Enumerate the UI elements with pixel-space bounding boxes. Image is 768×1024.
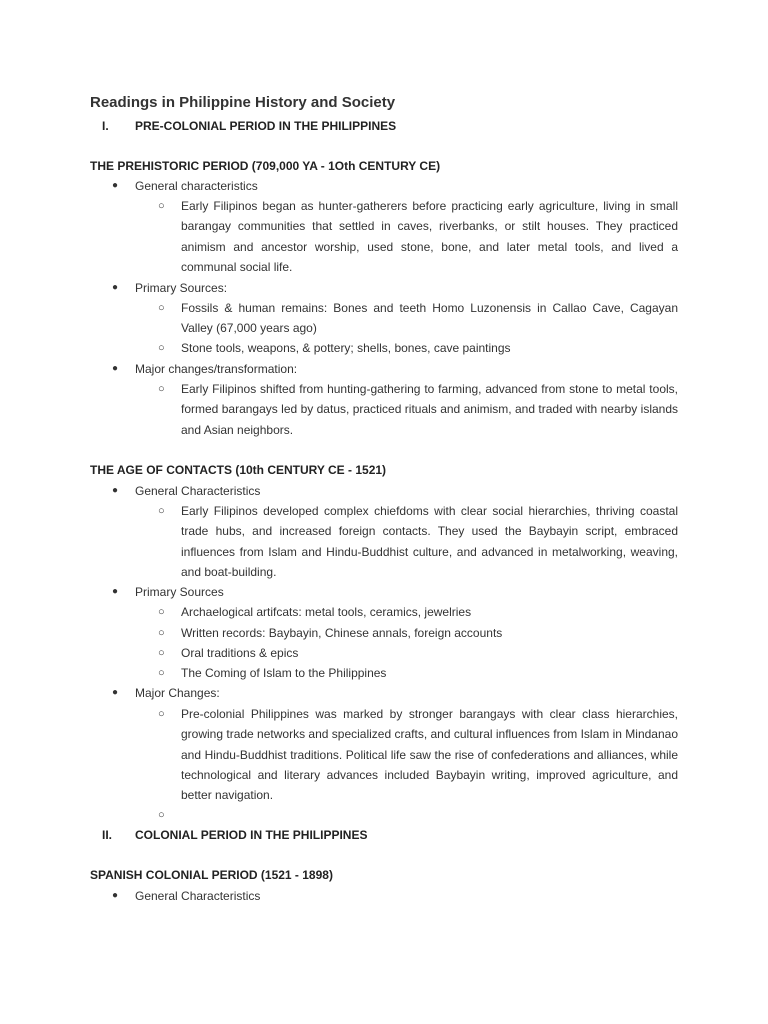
sub-bullet-icon: ○	[158, 809, 165, 821]
bullet-label: Major Changes:	[135, 686, 220, 700]
bullet-label: Major changes/transformation:	[135, 362, 298, 376]
sub-bullet-item	[90, 663, 678, 683]
section-heading-age-of-contacts: THE AGE OF CONTACTS (10th CENTURY CE - 1521)	[90, 463, 387, 477]
bullet-label: General characteristics	[135, 179, 258, 193]
sub-bullet-item	[90, 623, 678, 643]
sub-bullet-item	[90, 196, 678, 277]
bullet-icon: ●	[112, 890, 119, 901]
part-number: I.	[102, 119, 109, 133]
sub-bullet-icon: ○	[158, 647, 165, 659]
sub-bullet-item	[90, 379, 678, 440]
sub-bullet-item	[90, 643, 678, 663]
sub-bullet-text: Early Filipinos shifted from hunting-gathering to farming, advanced from stone to metal tools, formed barangays led by datus, practiced rituals and animism, and traded with nearby islands and Asian neighbors.	[181, 382, 678, 437]
sub-bullet-text: Stone tools, weapons, & pottery; shells, bones, cave paintings	[181, 341, 511, 355]
sub-bullet-item	[90, 704, 678, 805]
bullet-icon: ●	[112, 687, 119, 698]
bullet-label: General Characteristics	[135, 484, 261, 498]
bullet-label: General Characteristics	[135, 889, 261, 903]
part-number: II.	[102, 828, 113, 842]
bullet-icon: ●	[112, 363, 119, 374]
sub-bullet-icon: ○	[158, 383, 165, 395]
sub-bullet-icon: ○	[158, 302, 165, 314]
bullet-icon: ●	[112, 586, 119, 597]
bullet-label: Primary Sources:	[135, 281, 228, 295]
document-title: Readings in Philippine History and Society	[90, 94, 396, 111]
sub-bullet-icon: ○	[158, 342, 165, 354]
bullet-icon: ●	[112, 282, 119, 293]
sub-bullet-text: Early Filipinos developed complex chiefdoms with clear social hierarchies, thriving coastal trade hubs, and increased foreign contacts. They used the Baybayin script, embraced influences from Islam and Hindu-Buddhist culture, and advanced in metalworking, weaving, and boat-building.	[181, 504, 678, 579]
sub-bullet-text: Fossils & human remains: Bones and teeth Homo Luzonensis in Callao Cave, Cagayan Valley (67,000 years ago)	[181, 301, 678, 336]
bullet-icon: ●	[112, 180, 119, 191]
sub-bullet-text: Written records: Baybayin, Chinese annals, foreign accounts	[181, 626, 503, 640]
sub-bullet-icon: ○	[158, 606, 165, 618]
sub-bullet-text: Oral traditions & epics	[181, 646, 299, 660]
sub-bullet-icon: ○	[158, 200, 165, 212]
section-heading-spanish: SPANISH COLONIAL PERIOD (1521 - 1898)	[90, 868, 333, 882]
bullet-icon: ●	[112, 485, 119, 496]
sub-bullet-text: The Coming of Islam to the Philippines	[181, 666, 387, 680]
sub-bullet-item	[90, 602, 678, 622]
sub-bullet-icon: ○	[158, 667, 165, 679]
sub-bullet-icon: ○	[158, 708, 165, 720]
sub-bullet-text: Pre-colonial Philippines was marked by stronger barangays with clear class hierarchies, growing trade networks and specialized crafts, and cultural influences from Islam in Mindanao and Hindu-Buddhist traditions. Political life saw the rise of confederations and alliances, while technological and literary advances included Baybayin writing, improved agriculture, and better navigation.	[181, 707, 678, 803]
part-label: COLONIAL PERIOD IN THE PHILIPPINES	[135, 828, 368, 842]
sub-bullet-item	[90, 338, 678, 358]
sub-bullet-item	[90, 298, 678, 339]
sub-bullet-icon: ○	[158, 505, 165, 517]
sub-bullet-text: Early Filipinos began as hunter-gatherers before practicing early agriculture, living in small barangay communities that settled in caves, riverbanks, or stilt houses. They practiced animism and ancestor worship, used stone, bone, and later metal tools, and lived a communal social life.	[181, 199, 678, 274]
part-label: PRE-COLONIAL PERIOD IN THE PHILIPPINES	[135, 119, 397, 133]
sub-bullet-item	[90, 501, 678, 582]
bullet-label: Primary Sources	[135, 585, 224, 599]
section-heading-prehistoric: THE PREHISTORIC PERIOD (709,000 YA - 1Oth CENTURY CE)	[90, 159, 441, 173]
sub-bullet-text: Archaelogical artifcats: metal tools, ceramics, jewelries	[181, 605, 472, 619]
sub-bullet-icon: ○	[158, 627, 165, 639]
